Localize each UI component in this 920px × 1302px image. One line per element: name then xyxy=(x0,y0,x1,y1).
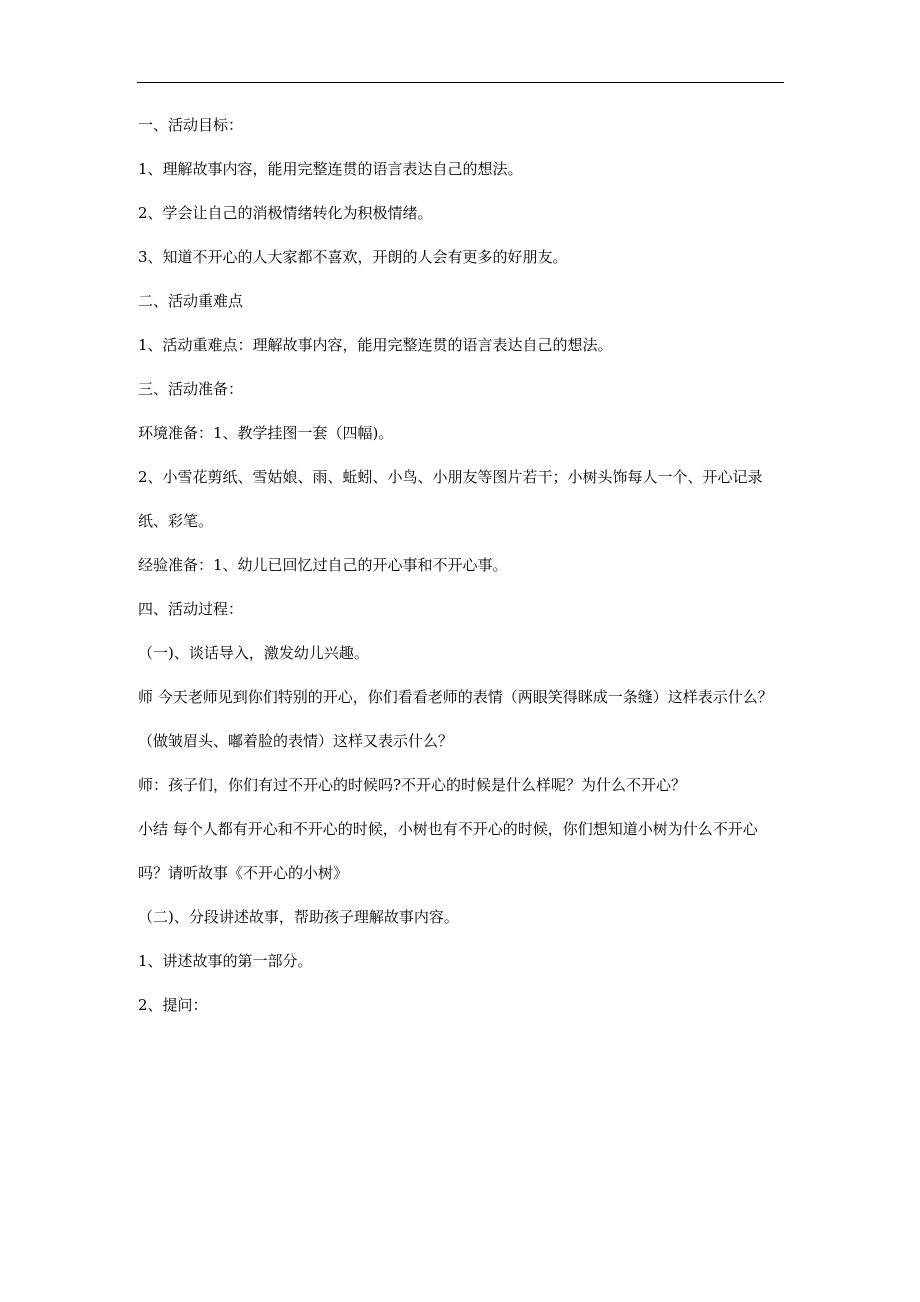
materials-list: 2、小雪花剪纸、雪姑娘、雨、蚯蚓、小鸟、小朋友等图片若干；小树头饰每人一个、开心记录 xyxy=(138,468,763,486)
summary-paragraph-continued: 吗？请听故事《不开心的小树》 xyxy=(138,864,349,882)
teacher-dialogue-1: 师 今天老师见到你们特别的开心，你们看看老师的表情（两眼笑得眯成一条缝）这样表示什么？ xyxy=(138,688,773,706)
teacher-dialogue-2: （做皱眉头、嘟着脸的表情）这样又表示什么？ xyxy=(138,732,454,750)
materials-list-continued: 纸、彩笔。 xyxy=(138,512,214,530)
experience-preparation: 经验准备：1、幼儿已回忆过自己的开心事和不开心事。 xyxy=(138,556,508,574)
key-point-item-1: 1、活动重难点：理解故事内容，能用完整连贯的语言表达自己的想法。 xyxy=(138,336,613,354)
question-heading: 2、提问： xyxy=(138,996,208,1014)
story-part-1: 1、讲述故事的第一部分。 xyxy=(138,952,313,970)
process-step-1-heading: （一)、谈话导入，激发幼儿兴趣。 xyxy=(138,644,369,662)
document-body xyxy=(138,113,784,1037)
goal-item-2: 2、学会让自己的消极情绪转化为积极情绪。 xyxy=(138,204,433,222)
heading-activity-goals: 一、活动目标： xyxy=(138,116,244,134)
goal-item-3: 3、知道不开心的人大家都不喜欢，开朗的人会有更多的好朋友。 xyxy=(138,248,568,266)
teacher-dialogue-3: 师：孩子们，你们有过不开心的时候吗?不开心的时候是什么样呢？为什么不开心？ xyxy=(138,776,687,794)
heading-key-points: 二、活动重难点 xyxy=(138,292,244,310)
summary-paragraph: 小结 每个人都有开心和不开心的时候，小树也有不开心的时候，你们想知道小树为什么不开心 xyxy=(138,820,758,838)
heading-preparation: 三、活动准备： xyxy=(138,380,244,398)
environment-preparation: 环境准备：1、教学挂图一套（四幅)。 xyxy=(138,424,394,442)
header-rule xyxy=(137,82,784,83)
heading-activity-process: 四、活动过程： xyxy=(138,600,244,618)
goal-item-1: 1、理解故事内容，能用完整连贯的语言表达自己的想法。 xyxy=(138,160,523,178)
process-step-2-heading: （二)、分段讲述故事，帮助孩子理解故事内容。 xyxy=(138,908,459,926)
